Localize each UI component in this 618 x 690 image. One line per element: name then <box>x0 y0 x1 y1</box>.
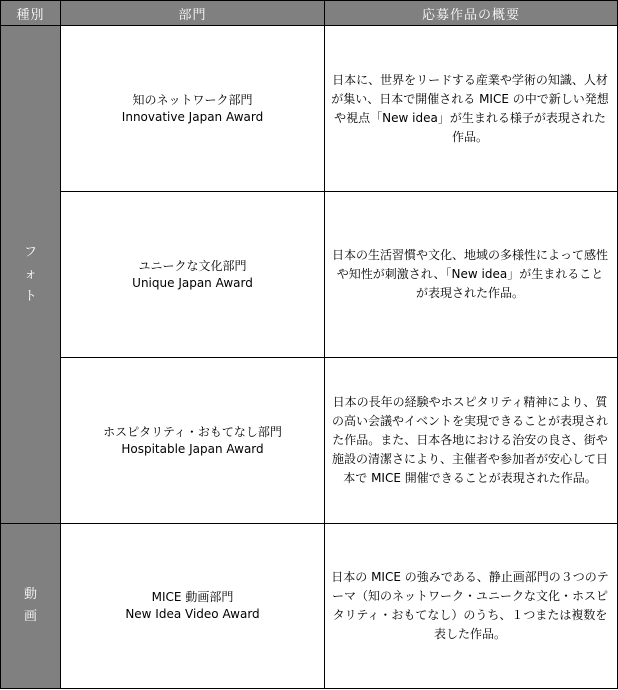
header-category: 部門 <box>61 1 325 26</box>
description-cell <box>325 192 618 358</box>
category-name-en: Innovative Japan Award <box>121 109 264 124</box>
type-char: ト <box>23 288 37 304</box>
table-row <box>1 26 618 192</box>
table-row <box>1 192 618 358</box>
category-name-ja: ユニークな文化部門 <box>138 258 247 273</box>
description-text: 日本の MICE の強みである、静止画部門の３つのテーマ（知のネットワーク・ユニークな文化・ホスピタリティ・おもてなし）のうち、１つまたは複数を表した作品。 <box>331 570 609 641</box>
header-overview: 応募作品の概要 <box>325 1 618 26</box>
category-name-ja: 知のネットワーク部門 <box>132 92 253 107</box>
category-name-ja: ホスピタリティ・おもてなし部門 <box>103 424 282 439</box>
description-text: 日本の生活習慣や文化、地域の多様性によって感性や知性が刺激され、「New idea」が生まれることが表現された作品。 <box>331 248 608 300</box>
category-name-en: New Idea Video Award <box>125 607 260 621</box>
description-text: 日本の長年の経験やホスピタリティ精神により、質の高い会議やイベントを実現できることが表現された作品。また、日本各地における治安の良さ、街や施設の清潔さにより、主催者や参加者が安心して日本で MICE 開催できることが表現された作品。 <box>331 395 608 485</box>
category-cell <box>61 192 325 358</box>
table-row <box>1 358 618 524</box>
description-cell <box>325 26 618 192</box>
table-row <box>1 524 618 689</box>
type-char: ォ <box>23 266 37 282</box>
type-cell-photo <box>1 26 61 524</box>
category-name-en: Hospitable Japan Award <box>121 441 264 456</box>
type-cell-video <box>1 524 61 689</box>
type-char: 画 <box>23 609 37 624</box>
header-type: 種別 <box>1 1 61 26</box>
category-cell <box>61 358 325 524</box>
category-cell <box>61 26 325 192</box>
type-char: 動 <box>23 587 37 602</box>
description-cell <box>325 358 618 524</box>
description-cell <box>325 524 618 689</box>
table-header-row <box>1 1 618 26</box>
category-cell <box>61 524 325 689</box>
type-char: フ <box>23 244 37 260</box>
description-text: 日本に、世界をリードする産業や学術の知識、人材が集い、日本で開催される MICE の中で新しい発想や視点「New idea」が生まれる様子が表現された作品。 <box>331 72 609 144</box>
category-name-ja: MICE 動画部門 <box>151 590 234 604</box>
category-name-en: Unique Japan Award <box>132 275 253 290</box>
